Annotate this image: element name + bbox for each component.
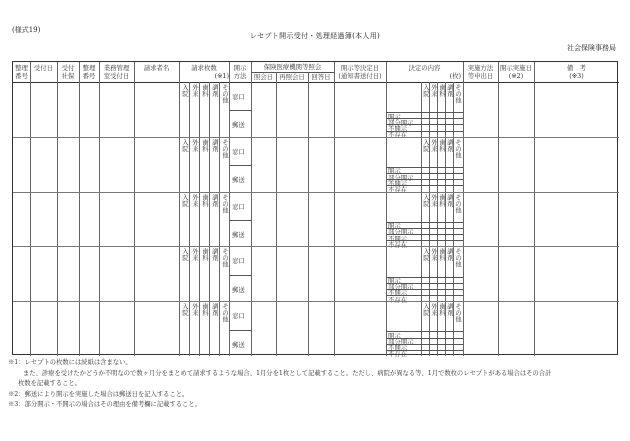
decision-category-2: 外来	[430, 193, 438, 207]
form-number: (様式19)	[12, 26, 41, 34]
claim-category-2: 外来	[191, 138, 199, 152]
header-kettei-unit: (枚)	[449, 72, 461, 80]
footnotes	[8, 358, 551, 411]
header-seikyu-maisu: 請求枚数	[191, 64, 217, 72]
decision-category-4: 調剤	[446, 303, 454, 316]
decision-category-4: 調剤	[446, 248, 454, 262]
method-mail[interactable]: 郵送	[232, 340, 245, 349]
decision-type-1[interactable]: 開示	[388, 331, 401, 340]
claim-category-1: 入院	[181, 84, 189, 97]
note-3: ※3：部分開示・不開示の場合はその理由を備考欄に記載すること。	[8, 401, 201, 408]
claim-category-3: 歯科	[201, 138, 209, 152]
decision-category-2: 外来	[430, 248, 438, 262]
decision-type-1[interactable]: 開示	[388, 222, 401, 231]
decision-type-3[interactable]: 不開示	[388, 179, 408, 188]
column-divider	[276, 72, 277, 356]
decision-category-3: 歯科	[438, 193, 446, 207]
column-divider	[251, 62, 252, 356]
method-mail[interactable]: 郵送	[232, 121, 245, 130]
decision-type-3[interactable]: 不開示	[388, 289, 408, 298]
decision-category-1: 入院	[422, 193, 430, 207]
column-divider	[463, 62, 464, 356]
claim-category-3: 歯科	[201, 84, 209, 97]
column-divider	[498, 62, 499, 356]
decision-category-4: 調剤	[446, 138, 454, 152]
claim-category-5: その他	[221, 138, 229, 158]
claim-category-5: その他	[221, 84, 229, 104]
decision-type-2[interactable]: 部分開示	[388, 283, 414, 292]
method-window[interactable]: 窓口	[232, 202, 245, 211]
decision-type-4[interactable]: 不存在	[388, 295, 408, 304]
claim-category-4: 調剤	[211, 193, 219, 207]
method-mail[interactable]: 郵送	[232, 231, 245, 240]
column-divider	[229, 62, 230, 356]
decision-type-1[interactable]: 開示	[388, 277, 401, 286]
note-1-cont: また、診療を受けたかどうか不明なので数ヶ月分をまとめて請求するような場合、1月分を1枚として記載すること。ただし、病院が異なる等、1月で数枚のレセプトがある場合はその合計	[23, 369, 552, 377]
claim-category-3: 歯科	[201, 248, 209, 262]
decision-category-2: 外来	[430, 84, 438, 97]
claim-category-3: 歯科	[201, 193, 209, 207]
decision-category-1: 入院	[422, 84, 430, 97]
decision-category-5: その他	[454, 303, 462, 323]
method-window[interactable]: 窓口	[232, 257, 245, 266]
page-title: レセプト開示受付・処理経過簿(本人用)	[249, 32, 381, 40]
method-window[interactable]: 窓口	[232, 312, 245, 321]
claim-category-5: その他	[221, 193, 229, 213]
row-divider	[229, 275, 251, 276]
decision-category-3: 歯科	[438, 248, 446, 262]
claim-category-1: 入院	[181, 193, 189, 207]
method-mail[interactable]: 郵送	[232, 176, 245, 185]
column-divider	[334, 62, 335, 356]
decision-type-4[interactable]: 不存在	[388, 185, 408, 194]
claim-category-1: 入院	[181, 248, 189, 262]
decision-category-3: 歯科	[438, 84, 446, 97]
header-kaiji-hoho: 開示	[233, 64, 247, 72]
decision-category-3: 歯科	[438, 138, 446, 152]
decision-type-4[interactable]: 不存在	[388, 240, 408, 249]
row-divider	[229, 330, 251, 331]
header-hoken-shokai: 保険医療機関等照会	[263, 63, 322, 71]
row-divider	[13, 82, 619, 83]
claim-category-3: 歯科	[201, 303, 209, 316]
header-uketsuke-shaho-2: 社保	[61, 72, 75, 80]
decision-category-5: その他	[454, 193, 462, 213]
header-gyomu-kanri: 業務管理	[103, 64, 130, 72]
header-shokai-bi: 照会日	[253, 73, 274, 81]
header-saishokai-bi: 再照会日	[279, 73, 305, 81]
decision-type-3[interactable]: 不開示	[388, 344, 408, 353]
claim-category-5: その他	[221, 303, 229, 323]
column-divider	[30, 62, 31, 356]
header-jisshi-hoho-2: 等申出日	[467, 72, 494, 80]
decision-category-1: 入院	[422, 248, 430, 262]
column-divider	[308, 72, 309, 356]
row-divider	[229, 220, 251, 221]
decision-category-1: 入院	[422, 138, 430, 152]
header-jisshi-hoho: 実施方法	[467, 64, 494, 72]
decision-category-5: その他	[454, 84, 462, 104]
decision-type-2[interactable]: 部分開示	[388, 118, 414, 127]
note-1-cont2: 枚数を記載すること。	[18, 380, 81, 387]
method-window[interactable]: 窓口	[232, 147, 245, 156]
column-divider	[99, 62, 100, 356]
row-divider	[13, 246, 619, 247]
decision-category-2: 外来	[430, 303, 438, 316]
method-window[interactable]: 窓口	[232, 92, 245, 101]
header-seiri-bango-b-2: 番号	[82, 72, 96, 80]
claim-category-4: 調剤	[211, 248, 219, 262]
header-kettei-naiyo: 決定の内容	[408, 64, 441, 72]
header-uketsuke-bi: 受付日	[33, 64, 54, 72]
decision-type-3[interactable]: 不開示	[388, 234, 408, 243]
decision-type-2[interactable]: 部分開示	[388, 228, 414, 237]
decision-type-2[interactable]: 部分開示	[388, 173, 414, 182]
header-seiri-bango-b: 整理	[82, 64, 96, 72]
decision-category-1: 入院	[422, 303, 430, 316]
claim-category-1: 入院	[181, 303, 189, 316]
column-divider	[79, 62, 80, 356]
claim-category-4: 調剤	[211, 84, 219, 97]
header-kettei-bi-2: (通知書送付日)	[338, 72, 382, 80]
row-divider	[13, 192, 619, 193]
decision-type-3[interactable]: 不開示	[388, 124, 408, 133]
header-seikyusha-mei: 請求者名	[143, 64, 170, 72]
header-uketsuke-shaho: 受付	[61, 64, 75, 72]
method-mail[interactable]: 郵送	[232, 285, 245, 294]
claim-category-2: 外来	[191, 248, 199, 262]
note-1: ※1：レセプトの枚数には続紙は含まない。	[8, 359, 132, 366]
row-divider	[13, 137, 619, 138]
row-divider	[229, 110, 251, 111]
column-divider	[57, 62, 58, 356]
row-divider	[13, 301, 619, 302]
claim-category-2: 外来	[191, 84, 199, 97]
decision-type-1[interactable]: 開示	[388, 112, 401, 121]
decision-category-5: その他	[454, 138, 462, 158]
claim-category-4: 調剤	[211, 303, 219, 316]
decision-category-4: 調剤	[446, 193, 454, 207]
header-kaiji-hoho-2: 方法	[233, 72, 247, 80]
decision-category-4: 調剤	[446, 84, 454, 97]
header-seiri-bango-2: 番号	[15, 72, 28, 80]
decision-type-4[interactable]: 不存在	[388, 131, 408, 140]
register-table	[12, 61, 618, 359]
header-gyomu-kanri-2: 室受付日	[103, 72, 130, 80]
decision-type-1[interactable]: 開示	[388, 167, 401, 176]
decision-category-3: 歯科	[438, 303, 446, 316]
header-kaiji-jisshi: 開示実施日	[500, 64, 532, 72]
office-name: 社会保険事務局	[567, 44, 616, 52]
claim-category-1: 入院	[181, 138, 189, 152]
decision-type-2[interactable]: 部分開示	[388, 338, 414, 346]
note-2: ※2：郵送により開示を実施した場合は郵送日を記入すること。	[8, 390, 189, 398]
header-seikyu-maisu-note: (※1)	[214, 72, 229, 80]
column-divider	[386, 62, 387, 356]
claim-category-2: 外来	[191, 193, 199, 207]
header-biko: 備 考	[566, 64, 587, 72]
header-biko-2: (※3)	[569, 72, 584, 80]
header-kaito-bi: 回答日	[311, 73, 331, 81]
row-divider	[229, 165, 251, 166]
decision-type-4[interactable]: 不存在	[388, 350, 408, 359]
column-divider	[534, 62, 535, 356]
header-kaiji-jisshi-2: (※2)	[508, 72, 524, 80]
header-kettei-bi: 開示等決定日	[340, 64, 380, 72]
claim-category-4: 調剤	[211, 138, 219, 152]
column-divider	[134, 62, 135, 356]
claim-category-5: その他	[221, 248, 229, 268]
claim-category-2: 外来	[191, 303, 199, 316]
decision-category-5: その他	[454, 248, 462, 268]
header-seiri-bango: 整理	[15, 64, 28, 72]
decision-category-2: 外来	[430, 138, 438, 152]
